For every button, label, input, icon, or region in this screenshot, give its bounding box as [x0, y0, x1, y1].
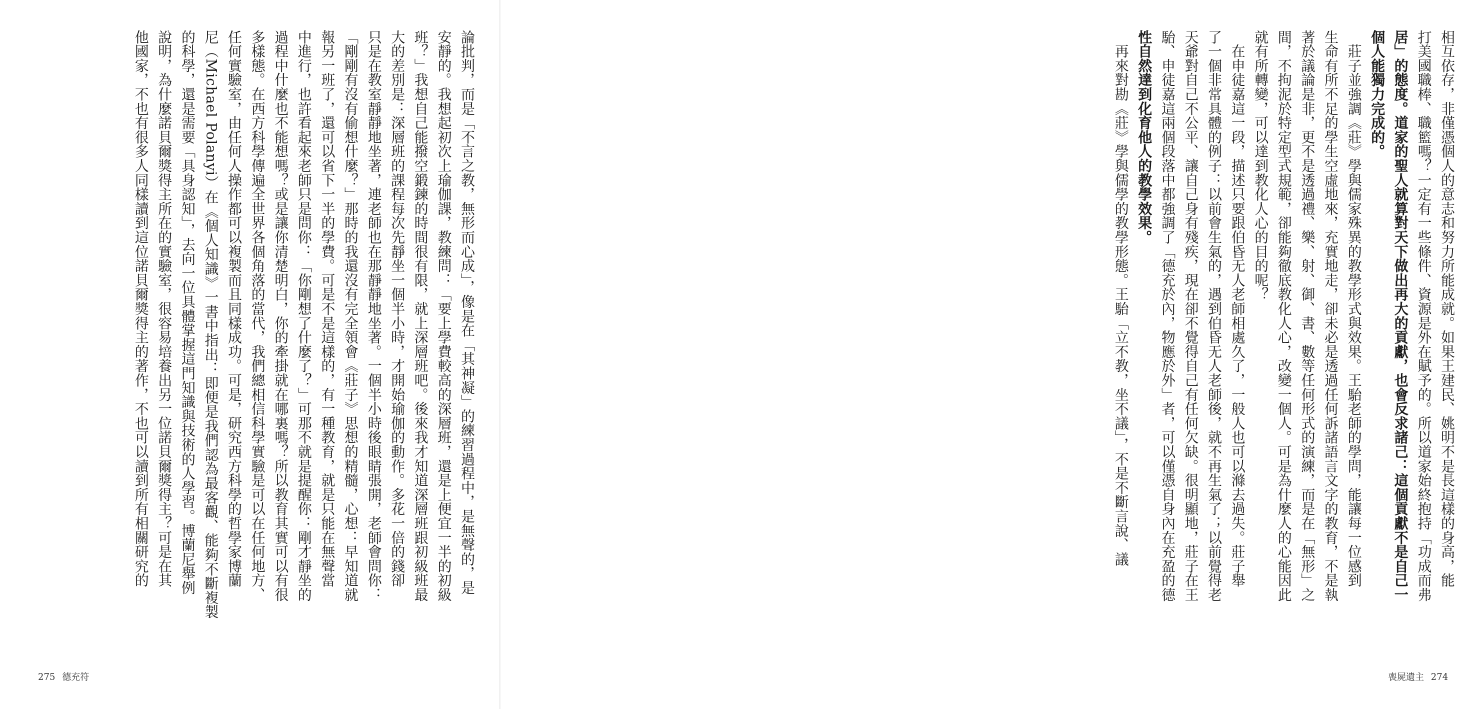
text-column: 在申徒嘉這一段，描述只要跟伯昏无人老師相處久了，一般人也可以滌去過失。莊子舉 [1229, 30, 1246, 588]
text-column: 大的差別是：深層班的課程每次先靜坐一個半小時，才開始瑜伽的動作。多花一倍的錢卻 [389, 30, 406, 588]
text-column: 他國家，不也有很多人同樣讀到這位諾貝爾獎得主的著作，不也可以讀到所有相關研究的 [132, 30, 149, 588]
text-column: 間，不拘泥於特定型式規範，卻能夠徹底教化人心，改變一個人。可是為什麼人的心能因此 [1275, 30, 1292, 602]
right-page-number: 274 [1430, 673, 1449, 683]
text-column: 尼（Michael Polanyi）在《個人知識》一書中指出：即便是我們認為最客觀、能夠不斷複製 [202, 30, 219, 620]
text-column: 過程中什麼也不能想嗎？或是讓你清楚明白，你的牽掛就在哪裏嗎？所以教育其實可以有很 [272, 30, 289, 602]
text-column: 駘、申徒嘉這兩個段落中都強調了「德充於內，物應於外」者，可以僅憑自身內在充盈的德 [1159, 30, 1176, 602]
right-folio [1388, 670, 1452, 683]
left-page [0, 0, 500, 709]
right-page [500, 0, 1455, 709]
text-column: 相互依存，非僅憑個人的意志和努力所能成就。如果王建民、姚明不是長這樣的身高，能 [1439, 30, 1455, 588]
right-running-title: 喪屍遺主 [1388, 673, 1425, 683]
text-column: 個人能獨力完成的。 [1369, 30, 1386, 159]
text-column: 打美國職棒、職籃嗎？一定有一些條件、資源是外在賦予的。所以道家始終抱持「功成而弗 [1415, 30, 1432, 602]
right-text-block [1038, 30, 1458, 602]
text-column: 論批判，而是「不言之教，無形而心成」，像是在「其神凝」的練習過程中，是無聲的，是 [459, 30, 475, 595]
text-column: 報另一班了，還可以省下一半的學費。可是不是這樣的，有一種教育，就是只能在無聲當 [319, 30, 336, 588]
left-text-block [38, 30, 478, 620]
text-column: 安靜的。我想起初次上瑜伽課，教練問：「要上學費較高的深層班，還是上便宜一半的初級 [435, 30, 452, 602]
text-column: 的科學，還是需要「具身認知」，去向一位具體掌握這門知識與技術的人學習。博蘭尼舉例 [179, 30, 196, 595]
left-running-title: 德充符 [62, 673, 90, 683]
text-column: 多樣態。在西方科學傳遍全世界各個角落的當代，我們總相信科學實驗是可以在任何地方、 [249, 30, 266, 602]
left-folio [38, 670, 93, 683]
text-column: 班？」我想自己能撥空鍛鍊的時間很有限，就上深層班吧。後來我才知道深層班跟初級班最 [412, 30, 429, 602]
text-column: 「剛剛有沒有偷想什麼？」那時的我還沒有完全領會《莊子》思想的精髓，心想：早知道就 [342, 30, 359, 602]
text-column: 中進行，也許看起來老師只是問你：「你剛想了什麼了？」可那不就是提醒你：剛才靜坐的 [295, 30, 312, 602]
text-column: 性自然達到化育他人的教學效果。 [1136, 30, 1153, 245]
text-column: 居」的態度。道家的聖人就算對天下做出再大的貢獻，也會反求諸己：這個貢獻不是自己一 [1392, 30, 1409, 602]
text-column: 天爺對自己不公平、讓自己身有殘疾，現在卻不覺得自己有任何欠缺。很明顯地，莊子在王 [1182, 30, 1199, 602]
text-column: 說明，為什麼諾貝爾獎得主所在的實驗室，很容易培養出另一位諾貝爾獎得主？可是在其 [156, 30, 173, 588]
text-column: 了一個非常具體的例子：以前會生氣的，遇到伯昏无人老師後，就不再生氣了；以前覺得老 [1206, 30, 1223, 602]
text-column: 再來對勘《莊》學與儒學的教學形態。王駘「立不教，坐不議」，不是不斷言說、議 [1112, 30, 1129, 567]
text-column: 只是在教室靜靜地坐著，連老師也在那靜靜地坐著。一個半小時後眼睛張開，老師會問你： [365, 30, 382, 602]
text-column: 任何實驗室，由任何人操作都可以複製而且同樣成功。可是，研究西方科學的哲學家博蘭 [226, 30, 243, 588]
text-column: 生命有所不足的學生空虛地來，充實地走，卻未必是透過任何訴諸語言文字的教育，不是執 [1322, 30, 1339, 602]
text-column: 著於議論是非，更不是透過禮、樂、射、御、書、數等任何形式的演練，而是在「無形」之 [1299, 30, 1316, 602]
text-column: 就有所轉變，可以達到教化人心的目的呢？ [1252, 30, 1269, 302]
text-column: 莊子並強調《莊》學與儒家殊異的教學形式與效果。王駘老師的學問，能讓每一位感到 [1345, 30, 1362, 588]
left-page-number: 275 [38, 673, 56, 683]
